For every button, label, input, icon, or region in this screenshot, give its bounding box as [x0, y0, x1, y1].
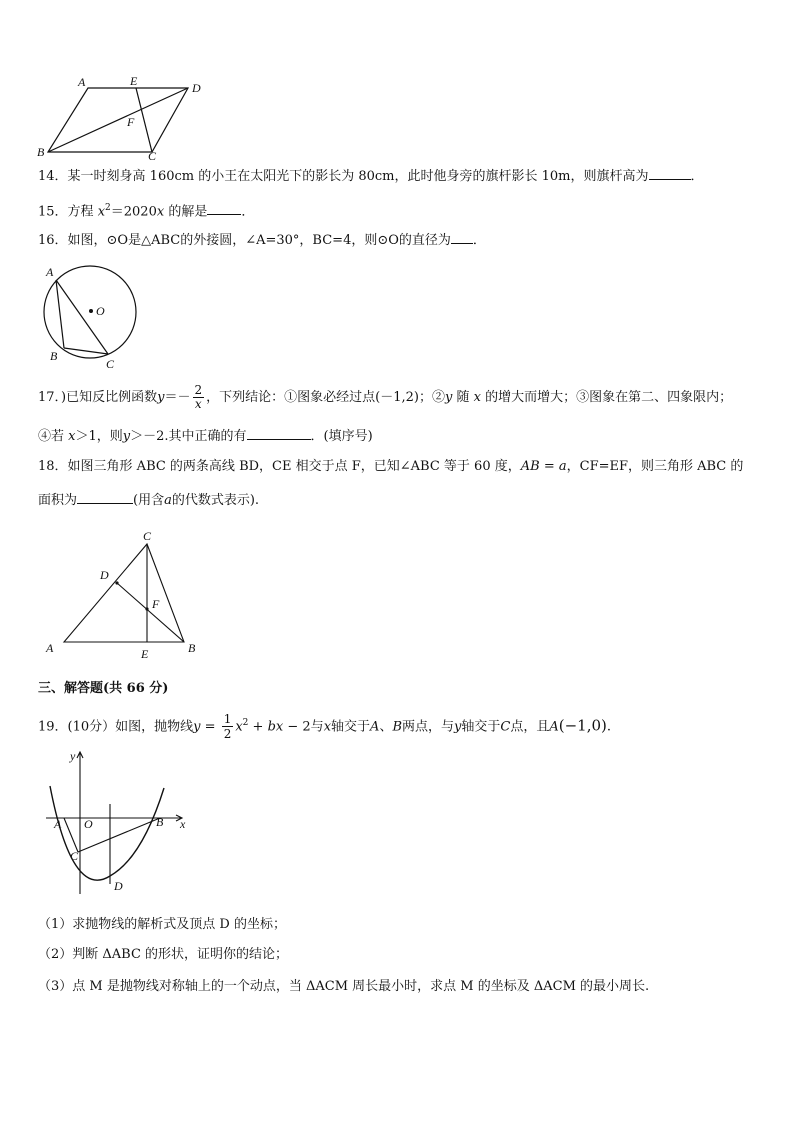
question-14: 14．某一时刻身高 160cm 的小王在太阳光下的影长为 80cm，此时他身旁的旗杆影长 10m，则旗杆高为 ． — [38, 166, 704, 186]
parabola-figure — [42, 748, 192, 896]
label-O: O — [96, 304, 105, 318]
answer-blank-15 — [207, 201, 241, 215]
circle-figure — [38, 262, 138, 374]
label-E: E — [141, 647, 149, 661]
label-y: y — [70, 749, 76, 763]
question-19: 19．(10分）如图，抛物线y = $\frac{1}{2}$ $x^2$ + bx − 2与x轴交于A、B两点，与y轴交于C点，且A(−1,0). — [38, 712, 612, 742]
fraction: $\frac{1}{2}$ — [223, 712, 232, 742]
section-heading: 三、解答题(共 66 分) — [38, 681, 169, 696]
label-C: C — [70, 849, 79, 863]
sub-question-3: （3）点 M 是抛物线对称轴上的一个动点，当 ΔACM 周长最小时，求点 M 的坐标及 ΔACM 的最小周长. — [38, 979, 650, 994]
label-C: C — [148, 149, 157, 163]
label-D: D — [192, 81, 201, 95]
sub-question-1: （1）求抛物线的解析式及顶点 D 的坐标； — [38, 917, 286, 932]
label-D: D — [100, 568, 109, 582]
question-16: 16．如图，⊙O是△ABC的外接圆，∠A=30°，BC=4，则⊙O的直径为 ． — [38, 230, 486, 250]
answer-blank-18 — [77, 490, 133, 504]
label-A: A — [78, 75, 86, 89]
label-F: F — [152, 597, 160, 611]
label-D: D — [114, 879, 123, 893]
question-17-line1: 17．)已知反比例函数y＝－ $\frac{2}{x}$ ，下列结论：①图象必经过点(－1,2)；②y 随 x 的增大而增大；③图象在第二、四象限内； — [38, 383, 733, 411]
sub-question-2: （2）判断 ΔABC 的形状，证明你的结论； — [38, 947, 289, 962]
question-18-line2: 面积为 (用含a的代数式表示). — [38, 490, 259, 510]
triangle-figure — [40, 526, 210, 662]
question-15: 15．方程 $x^2=2020x$ 的解是 ． — [38, 203, 255, 220]
parallelogram-figure — [30, 72, 210, 164]
label-x: x — [180, 817, 186, 831]
label-A: A — [46, 265, 54, 279]
label-O: O — [84, 817, 93, 831]
question-17-line2: ④若 x＞1，则y＞－2.其中正确的有 ．(填序号) — [38, 426, 373, 446]
label-F: F — [127, 115, 135, 129]
answer-blank-17 — [247, 426, 311, 440]
label-C: C — [143, 529, 152, 543]
label-C: C — [106, 357, 115, 371]
answer-blank-14 — [649, 166, 691, 180]
question-18-line1: 18．如图三角形 ABC 的两条高线 BD，CE 相交于点 F，已知∠ABC 等于 60 度，AB = a，CF=EF，则三角形 ABC 的 — [38, 459, 744, 474]
fraction: $\frac{2}{x}$ — [194, 383, 203, 411]
label-A: A — [46, 641, 54, 655]
label-B: B — [156, 815, 164, 829]
answer-blank-16 — [451, 230, 473, 244]
label-A: A — [54, 817, 62, 831]
label-E: E — [130, 74, 138, 88]
label-B: B — [188, 641, 196, 655]
label-B: B — [50, 349, 58, 363]
label-B: B — [37, 145, 45, 159]
